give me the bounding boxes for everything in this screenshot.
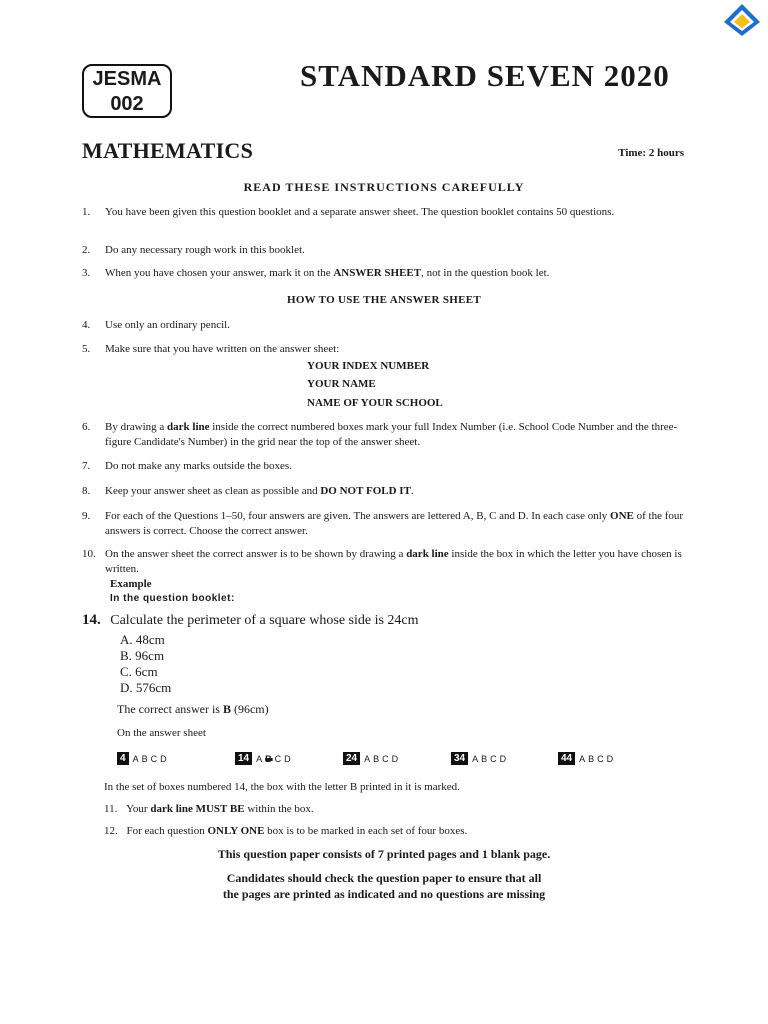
option-d: D. 576cm: [120, 680, 172, 695]
instruction-number: 7.: [82, 460, 91, 472]
answer-sheet-label: On the answer sheet: [117, 727, 206, 739]
instruction-text: You have been given this question booklet and a separate answer sheet. The question booklet contains 50 questions.: [105, 206, 615, 218]
answer-box-set: [343, 752, 400, 765]
answer-sheet-sample: [117, 752, 657, 770]
sheet-field-index: YOUR INDEX NUMBER: [307, 360, 430, 372]
answer-option: C: [382, 753, 390, 764]
instruction-text: By drawing a dark line inside the correct numbered boxes mark your full Index Number (i.e. School Code Number and the three-figure Candidate's Number) in the grid near the top of the answer sheet.: [105, 421, 678, 448]
answer-option: A: [579, 753, 587, 764]
answer-option: A: [364, 753, 372, 764]
answer-option: A: [472, 753, 480, 764]
instruction-number: 10.: [82, 548, 96, 560]
instruction-text: For each of the Questions 1–50, four answers are given. The answers are lettered A, B, C and D. In each case only ONE of the four answers is correct. Choose the correct answer.: [105, 510, 684, 537]
instruction-item: [82, 547, 688, 577]
page-count-note: This question paper consists of 7 printed pages and 1 blank page.: [217, 847, 551, 861]
answer-option-marked: B: [265, 753, 273, 764]
instruction-number: 1.: [82, 206, 91, 218]
answer-option: B: [373, 753, 381, 764]
answer-box-number: 34: [451, 752, 468, 765]
answer-box-set: [235, 752, 293, 765]
answer-option: C: [274, 753, 283, 764]
exam-code-line1: JESMA: [92, 68, 162, 90]
instruction-item: [82, 243, 688, 258]
instruction-text: Make sure that you have written on the answer sheet:: [105, 343, 340, 355]
option-c: C. 6cm: [120, 664, 158, 679]
question-text: Calculate the perimeter of a square whose side is 24cm: [110, 613, 419, 628]
instruction-number: 3.: [82, 267, 91, 279]
answer-option: A: [132, 753, 140, 764]
instruction-number: 4.: [82, 319, 91, 331]
answer-option: B: [141, 753, 149, 764]
answer-box-number: 44: [558, 752, 575, 765]
instruction-item: [82, 420, 688, 450]
instruction-text: Use only an ordinary pencil.: [105, 319, 230, 331]
instruction-text: Do not make any marks outside the boxes.: [105, 460, 292, 472]
instruction-item: [82, 459, 688, 474]
subject-title: MATHEMATICS: [82, 138, 254, 163]
instruction-item: [82, 484, 688, 499]
time-allowed: Time: 2 hours: [618, 147, 684, 159]
example-intro: In the question booklet:: [110, 593, 235, 604]
answer-option: D: [606, 753, 615, 764]
instruction-number: 8.: [82, 485, 91, 497]
instruction-text: Keep your answer sheet as clean as possible and DO NOT FOLD IT.: [105, 485, 414, 497]
answer-option: D: [284, 753, 292, 764]
exam-code-box: [82, 64, 172, 118]
example-explanation: In the set of boxes numbered 14, the box with the letter B printed in it is marked.: [104, 781, 460, 793]
instruction-item: [82, 318, 688, 333]
instruction-item: [82, 205, 688, 220]
instruction-item: 11. Your dark line MUST BE within the box.: [104, 803, 314, 815]
instruction-text: On the answer sheet the correct answer is to be shown by drawing a dark line inside the box in which the letter you have chosen is written.: [105, 548, 682, 575]
answer-option: A: [256, 753, 264, 764]
answer-option: B: [481, 753, 489, 764]
exam-code-line2: 002: [110, 93, 144, 115]
instruction-item: 12. For each question ONLY ONE box is to be marked in each set of four boxes.: [104, 825, 468, 837]
correct-answer-line: The correct answer is B (96cm): [117, 702, 269, 716]
publisher-logo-icon: [722, 2, 762, 43]
instruction-number: 5.: [82, 343, 91, 355]
answer-box-number: 14: [235, 752, 252, 765]
answer-option: D: [391, 753, 400, 764]
instruction-item: [82, 266, 688, 281]
sheet-field-name: YOUR NAME: [307, 378, 376, 390]
answer-box-number: 24: [343, 752, 360, 765]
instruction-item: [82, 509, 688, 539]
answer-option: C: [490, 753, 498, 764]
check-note-line2: the pages are printed as indicated and no questions are missing: [222, 887, 546, 901]
example-label: Example: [110, 578, 152, 590]
answer-option: D: [499, 753, 508, 764]
answer-option: B: [588, 753, 596, 764]
instruction-text: Do any necessary rough work in this booklet.: [105, 244, 305, 256]
instruction-item: [82, 342, 688, 357]
option-b: B. 96cm: [120, 648, 165, 663]
answer-option: D: [160, 753, 168, 764]
answer-option: C: [150, 753, 159, 764]
option-a: A. 48cm: [120, 632, 165, 647]
example-question: [82, 612, 419, 629]
answer-box-number: 4: [117, 752, 129, 765]
instruction-number: 9.: [82, 510, 91, 522]
answer-box-set: [117, 752, 169, 765]
instructions-heading: READ THESE INSTRUCTIONS CAREFULLY: [243, 180, 525, 194]
answer-box-set: [558, 752, 615, 765]
question-number: 14.: [82, 612, 101, 628]
page-title: STANDARD SEVEN 2020: [300, 58, 670, 93]
instruction-text: When you have chosen your answer, mark it on the ANSWER SHEET, not in the question book let.: [105, 267, 550, 279]
check-note-line1: Candidates should check the question paper to ensure that all: [226, 871, 542, 885]
answer-box-set: [451, 752, 508, 765]
instruction-number: 6.: [82, 421, 91, 433]
answer-sheet-heading: HOW TO USE THE ANSWER SHEET: [286, 294, 482, 306]
instruction-number: 2.: [82, 244, 91, 256]
sheet-field-school: NAME OF YOUR SCHOOL: [307, 397, 443, 409]
answer-option: C: [597, 753, 605, 764]
